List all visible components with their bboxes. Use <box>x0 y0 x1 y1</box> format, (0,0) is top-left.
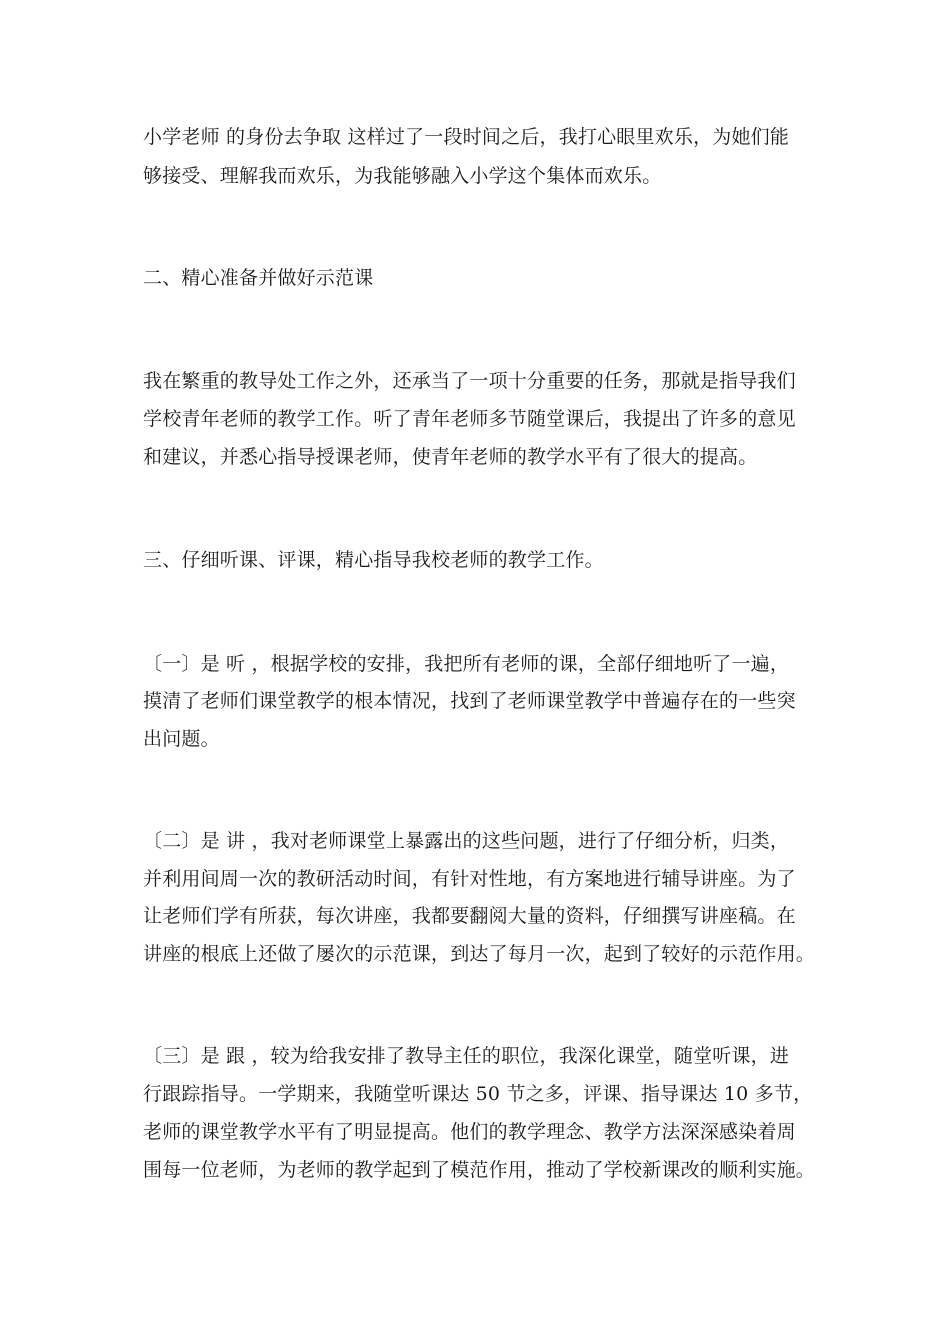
text-line: 老师的课堂教学水平有了明显提高。他们的教学理念、教学方法深深感染着周 <box>143 1121 796 1143</box>
text-line: 出问题。 <box>143 728 220 750</box>
text-line: 〔二〕是 讲 ，我对老师课堂上暴露出的这些问题，进行了仔细分析，归类， <box>143 830 790 852</box>
text-line: 行跟踪指导。一学期来，我随堂听课达 50 节之多，评课、指导课达 10 多节， <box>143 1083 813 1105</box>
text-line: 并利用间周一次的教研活动时间，有针对性地，有方案地进行辅导讲座。为了 <box>143 868 796 890</box>
text-line: 讲座的根底上还做了屡次的示范课，到达了每月一次，起到了较好的示范作用。 <box>143 943 816 965</box>
text-line: 摸清了老师们课堂教学的根本情况，找到了老师课堂教学中普遍存在的一些突 <box>143 690 796 712</box>
text-line: 〔一〕是 听 ，根据学校的安排，我把所有老师的课，全部仔细地听了一遍， <box>143 653 790 675</box>
text-line: 够接受、理解我而欢乐，为我能够融入小学这个集体而欢乐。 <box>143 165 662 187</box>
text-line: 学校青年老师的教学工作。听了青年老师多节随堂课后，我提出了许多的意见 <box>143 408 796 430</box>
text-line: 和建议，并悉心指导授课老师，使青年老师的教学水平有了很大的提高。 <box>143 446 758 468</box>
section-heading: 三、仔细听课、评课，精心指导我校老师的教学工作。 <box>143 549 604 571</box>
text-line: 小学老师 的身份去争取 这样过了一段时间之后，我打心眼里欢乐，为她们能 <box>143 126 790 148</box>
text-line: 我在繁重的教导处工作之外，还承当了一项十分重要的任务，那就是指导我们 <box>143 370 796 392</box>
text-line: 让老师们学有所获，每次讲座，我都要翻阅大量的资料，仔细撰写讲座稿。在 <box>143 905 796 927</box>
section-heading: 二、精心准备并做好示范课 <box>143 267 374 289</box>
text-line: 〔三〕是 跟 ，较为给我安排了教导主任的职位，我深化课堂，随堂听课，进 <box>143 1045 790 1067</box>
text-line: 围每一位老师，为老师的教学起到了模范作用，推动了学校新课改的顺利实施。 <box>143 1159 816 1181</box>
